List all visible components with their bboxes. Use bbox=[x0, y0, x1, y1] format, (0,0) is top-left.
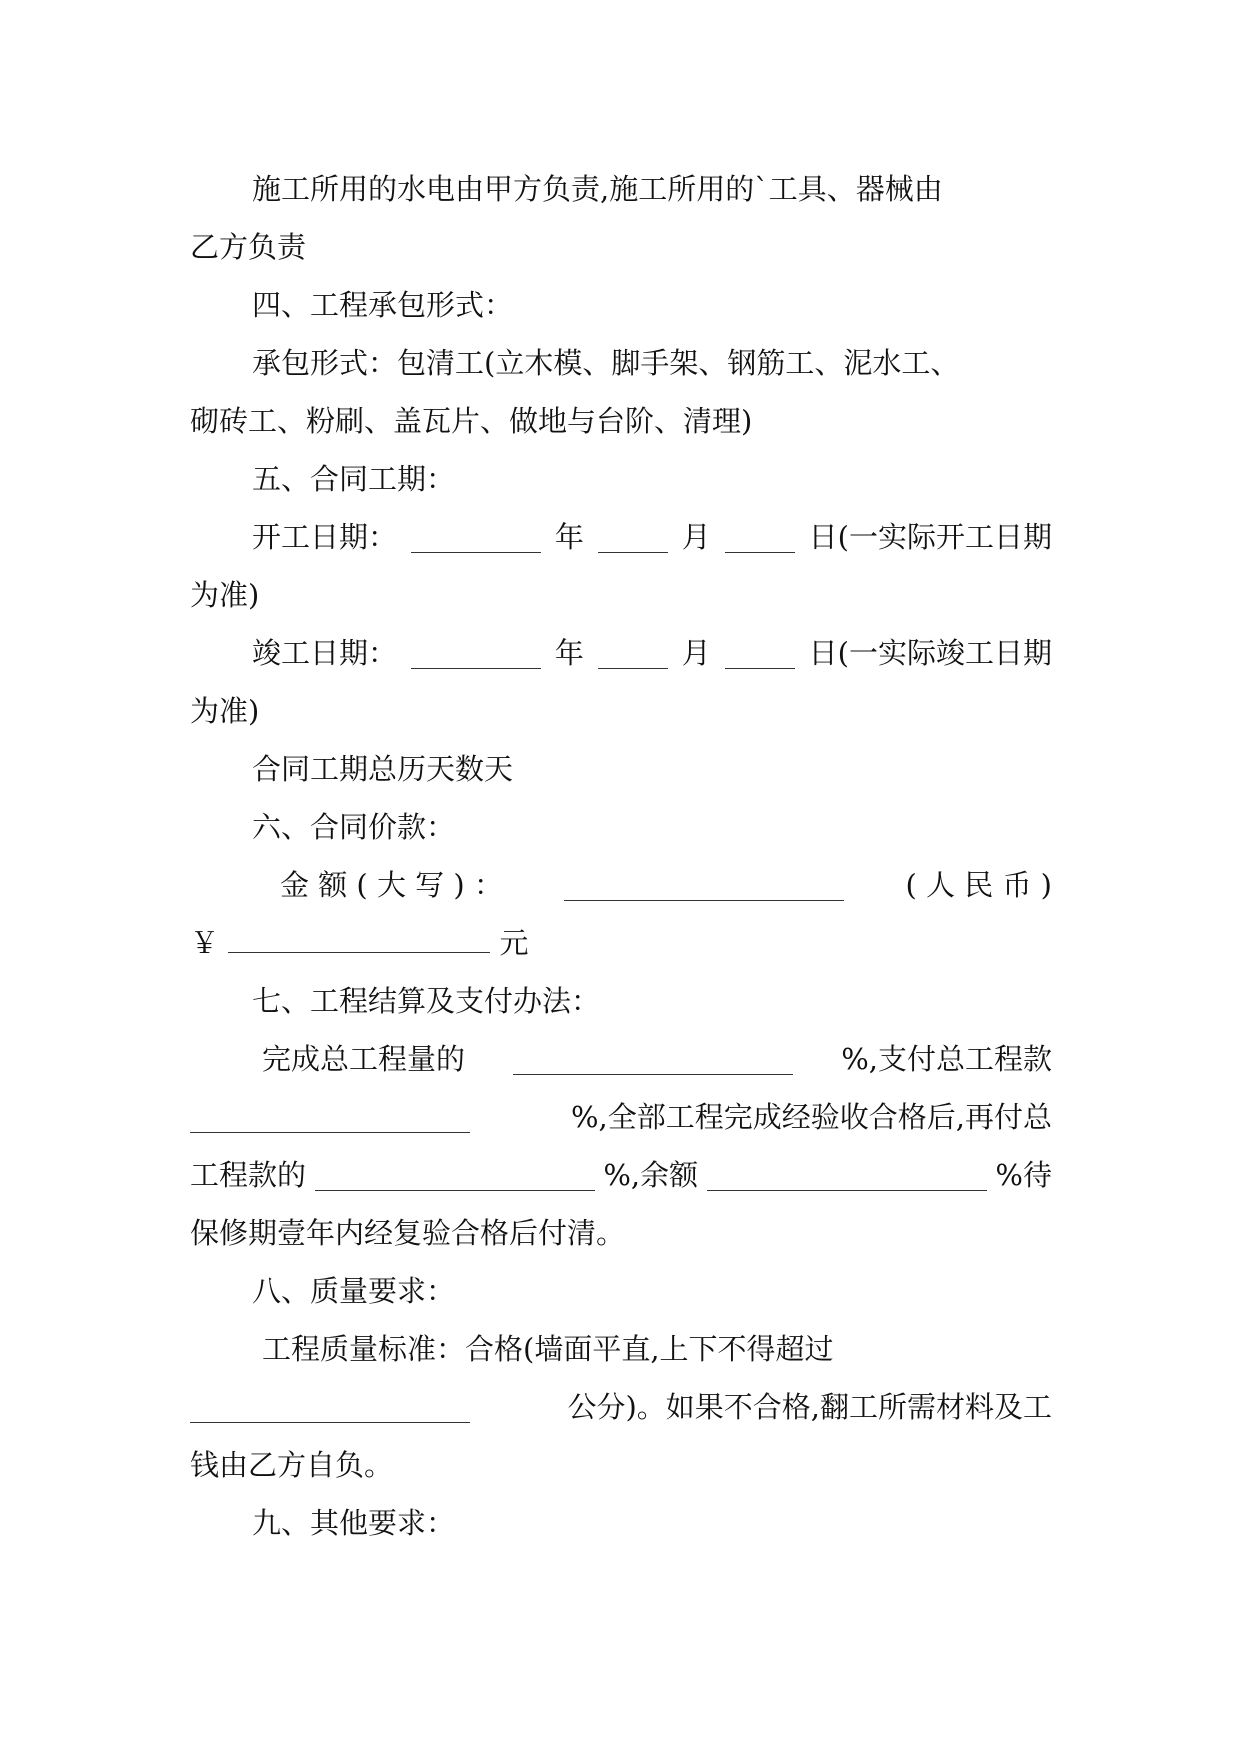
amount-words-blank[interactable] bbox=[564, 870, 844, 901]
year-blank[interactable] bbox=[411, 638, 541, 669]
workload-percent-blank[interactable] bbox=[513, 1044, 793, 1075]
text: 为准) bbox=[190, 694, 260, 728]
text: 六、合同价款： bbox=[252, 810, 456, 844]
text: 五、合同工期： bbox=[252, 462, 456, 496]
payment-line bbox=[190, 1030, 1052, 1088]
rmb-label: ( 人 民 币 ) bbox=[905, 868, 1052, 902]
text: 施工所用的水电由甲方负责,施工所用的`工具、器械由 bbox=[252, 172, 943, 206]
balance-percent-blank[interactable] bbox=[707, 1160, 987, 1191]
paragraph-line bbox=[190, 1320, 1052, 1378]
text: 八、质量要求： bbox=[252, 1274, 456, 1308]
day-blank[interactable] bbox=[725, 638, 795, 669]
quality-line bbox=[190, 1378, 1052, 1436]
payment-percent-blank[interactable] bbox=[190, 1102, 470, 1133]
text: 工程质量标准：合格(墙面平直,上下不得超过 bbox=[262, 1332, 834, 1366]
section-heading bbox=[190, 1262, 1052, 1320]
paragraph-line bbox=[190, 1204, 1052, 1262]
month-blank[interactable] bbox=[598, 638, 668, 669]
paragraph-line bbox=[190, 334, 1052, 392]
amount-label: 金 额 ( 大 写 ) ： bbox=[280, 868, 503, 902]
day-label: 日(一实际竣工日期 bbox=[808, 636, 1052, 670]
paragraph-line bbox=[190, 218, 1052, 276]
start-date-line bbox=[190, 508, 1052, 566]
month-label: 月 bbox=[681, 520, 711, 554]
text: 钱由乙方自负。 bbox=[190, 1448, 394, 1482]
section-heading bbox=[190, 276, 1052, 334]
payment-line bbox=[190, 1146, 1052, 1204]
text: %,全部工程完成经验收合格后,再付总 bbox=[571, 1100, 1052, 1134]
end-date-label: 竣工日期： bbox=[252, 636, 398, 670]
text: %,支付总工程款 bbox=[841, 1042, 1052, 1076]
paragraph-line bbox=[190, 1436, 1052, 1494]
month-label: 月 bbox=[681, 636, 711, 670]
yen-sign: ￥ bbox=[190, 926, 220, 960]
month-blank[interactable] bbox=[598, 522, 668, 553]
year-label: 年 bbox=[554, 636, 584, 670]
text: 公分)。如果不合格,翻工所需材料及工 bbox=[567, 1390, 1052, 1424]
text: 合同工期总历天数天 bbox=[252, 752, 514, 786]
payment-line bbox=[190, 1088, 1052, 1146]
section-heading bbox=[190, 972, 1052, 1030]
paragraph-line bbox=[190, 392, 1052, 450]
paragraph-line bbox=[190, 740, 1052, 798]
amount-figure-blank[interactable] bbox=[228, 922, 490, 953]
amount-figure-line bbox=[190, 914, 1052, 972]
text: 乙方负责 bbox=[190, 230, 307, 264]
day-label: 日(一实际开工日期 bbox=[808, 520, 1052, 554]
paragraph-line bbox=[190, 566, 1052, 624]
start-date-label: 开工日期： bbox=[252, 520, 398, 554]
text: %,余额 bbox=[603, 1158, 699, 1192]
text: 七、工程结算及支付办法： bbox=[252, 984, 601, 1018]
text: 承包形式：包清工(立木模、脚手架、钢筋工、泥水工、 bbox=[252, 346, 960, 380]
section-heading bbox=[190, 1494, 1052, 1552]
text: 保修期壹年内经复验合格后付清。 bbox=[190, 1216, 626, 1250]
text: 完成总工程量的 bbox=[262, 1042, 466, 1076]
amount-line bbox=[190, 856, 1052, 914]
year-label: 年 bbox=[554, 520, 584, 554]
yuan-label: 元 bbox=[499, 926, 529, 960]
text: 工程款的 bbox=[190, 1158, 307, 1192]
section-heading bbox=[190, 798, 1052, 856]
text: 四、工程承包形式： bbox=[252, 288, 514, 322]
end-date-line bbox=[190, 624, 1052, 682]
section-heading bbox=[190, 450, 1052, 508]
year-blank[interactable] bbox=[411, 522, 541, 553]
text: %待 bbox=[995, 1158, 1052, 1192]
final-payment-percent-blank[interactable] bbox=[315, 1160, 595, 1191]
paragraph-line bbox=[190, 160, 1052, 218]
contract-body bbox=[190, 160, 1052, 1552]
paragraph-line bbox=[190, 682, 1052, 740]
text: 九、其他要求： bbox=[252, 1506, 456, 1540]
day-blank[interactable] bbox=[725, 522, 795, 553]
tolerance-blank[interactable] bbox=[190, 1392, 470, 1423]
text: 砌砖工、粉刷、盖瓦片、做地与台阶、清理) bbox=[190, 404, 753, 438]
text: 为准) bbox=[190, 578, 260, 612]
